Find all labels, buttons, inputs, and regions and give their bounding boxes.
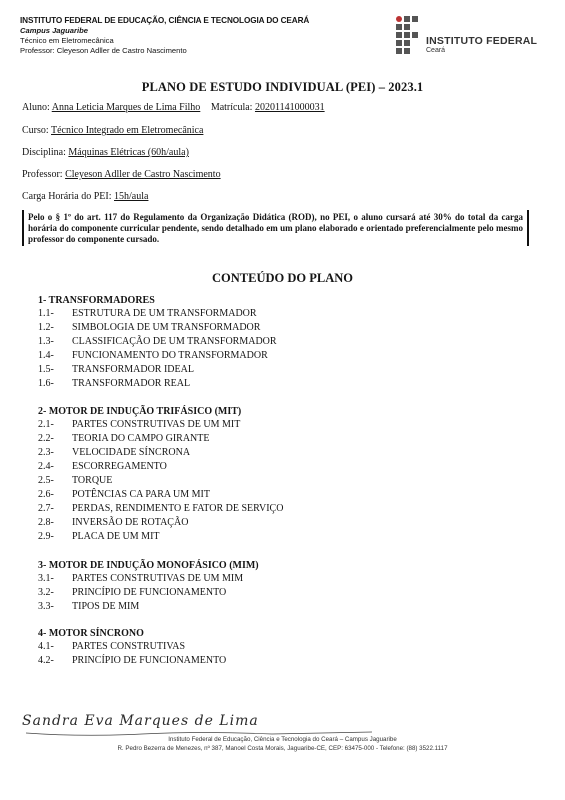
section-heading: 1- TRANSFORMADORES <box>38 295 155 306</box>
item-title: TORQUE <box>72 475 113 486</box>
student-field <box>22 102 325 113</box>
item-number: 3.3- <box>38 601 54 612</box>
discipline-value: Máquinas Elétricas (60h/aula) <box>68 147 189 158</box>
item-title: TIPOS DE MIM <box>72 601 140 612</box>
item-title: TRANSFORMADOR IDEAL <box>72 364 194 375</box>
item-number: 1.4- <box>38 350 54 361</box>
item-number: 4.1- <box>38 641 54 652</box>
item-title: TRANSFORMADOR REAL <box>72 378 191 389</box>
teacher-line: Professor: Cleyeson Adller de Castro Nascimento <box>20 46 187 55</box>
item-title: PLACA DE UM MIT <box>72 531 160 542</box>
item-number: 2.3- <box>38 447 54 458</box>
document-title: PLANO DE ESTUDO INDIVIDUAL (PEI) – 2023.1 <box>141 80 424 94</box>
workload-value: 15h/aula <box>114 191 149 202</box>
instituto-federal-logo <box>396 16 556 56</box>
course-label: Curso: <box>22 125 49 136</box>
institution-name: INSTITUTO FEDERAL DE EDUCAÇÃO, CIÊNCIA E TECNOLOGIA DO CEARÁ <box>20 16 310 25</box>
item-title: PERDAS, RENDIMENTO E FATOR DE SERVIÇO <box>72 503 284 514</box>
item-number: 2.6- <box>38 489 54 500</box>
workload-field <box>22 191 148 202</box>
item-title: ESTRUTURA DE UM TRANSFORMADOR <box>72 308 257 319</box>
item-title: PARTES CONSTRUTIVAS DE UM MIT <box>72 419 241 430</box>
professor-field <box>22 169 221 180</box>
section-heading: 2- MOTOR DE INDUÇÃO TRIFÁSICO (MIT) <box>38 406 242 417</box>
student-label: Aluno: <box>22 102 50 113</box>
item-number: 1.5- <box>38 364 54 375</box>
item-title: CLASSIFICAÇÃO DE UM TRANSFORMADOR <box>72 336 277 347</box>
footer-line-2: R. Pedro Bezerra de Menezes, nº 387, Manoel Costa Morais, Jaguaribe-CE, CEP: 63475-000 - Telefone: (88) 3522.1117 <box>117 745 448 752</box>
item-title: VELOCIDADE SÍNCRONA <box>72 447 191 458</box>
regulation-notice: Pelo o § 1º do art. 117 do Regulamento da Organização Didática (ROD), no PEI, o aluno cursará até 30% do total da carga horária do componente curricular pendente, sendo detalhado em um plano elaborado e orientado preferencialmente pelo mesmo professor do componente cursado. <box>22 210 529 246</box>
student-value: Anna Leticia Marques de Lima Filho <box>51 102 201 113</box>
item-number: 3.2- <box>38 587 54 598</box>
item-number: 2.1- <box>38 419 54 430</box>
item-title: TEORIA DO CAMPO GIRANTE <box>72 433 210 444</box>
item-number: 2.2- <box>38 433 54 444</box>
item-title: FUNCIONAMENTO DO TRANSFORMADOR <box>72 350 268 361</box>
logo-name: INSTITUTO FEDERAL <box>426 35 538 47</box>
item-title: PRINCÍPIO DE FUNCIONAMENTO <box>72 587 227 598</box>
item-number: 2.5- <box>38 475 54 486</box>
discipline-field <box>22 147 189 158</box>
registration-label: Matrícula: <box>210 102 253 113</box>
footer-line-1: Instituto Federal de Educação, Ciência e Tecnologia do Ceará – Campus Jaguaribe <box>168 736 397 743</box>
item-title: SIMBOLOGIA DE UM TRANSFORMADOR <box>72 322 261 333</box>
course-line: Técnico em Eletromecânica <box>20 36 114 45</box>
item-number: 4.2- <box>38 655 54 666</box>
content-title: CONTEÚDO DO PLANO <box>212 271 353 285</box>
item-title: ESCORREGAMENTO <box>72 461 167 472</box>
section-heading: 3- MOTOR DE INDUÇÃO MONOFÁSICO (MIM) <box>38 560 259 571</box>
course-value: Técnico Integrado em Eletromecânica <box>51 125 204 136</box>
item-title: POTÊNCIAS CA PARA UM MIT <box>72 489 210 500</box>
discipline-label: Disciplina: <box>22 147 66 158</box>
item-number: 2.4- <box>38 461 54 472</box>
professor-label: Professor: <box>22 169 63 180</box>
item-number: 1.2- <box>38 322 54 333</box>
section-heading: 4- MOTOR SÍNCRONO <box>38 628 144 639</box>
item-title: PRINCÍPIO DE FUNCIONAMENTO <box>72 655 227 666</box>
item-title: PARTES CONSTRUTIVAS <box>72 641 186 652</box>
item-number: 1.6- <box>38 378 54 389</box>
professor-value: Cleyeson Adller de Castro Nascimento <box>65 169 221 180</box>
institution-header <box>20 16 309 56</box>
item-number: 3.1- <box>38 573 54 584</box>
item-number: 2.9- <box>38 531 54 542</box>
logo-state: Ceará <box>426 47 446 54</box>
item-number: 2.8- <box>38 517 54 528</box>
registration-value: 20201141000031 <box>254 102 325 113</box>
workload-label: Carga Horária do PEI: <box>22 191 112 202</box>
campus-name: Campus Jaguaribe <box>20 26 88 35</box>
course-field <box>22 125 203 136</box>
item-number: 2.7- <box>38 503 54 514</box>
item-title: PARTES CONSTRUTIVAS DE UM MIM <box>72 573 244 584</box>
item-number: 1.1- <box>38 308 54 319</box>
item-title: INVERSÃO DE ROTAÇÃO <box>72 517 189 528</box>
item-number: 1.3- <box>38 336 54 347</box>
signature-text: Sandra Eva Marques de Lima <box>22 713 259 729</box>
